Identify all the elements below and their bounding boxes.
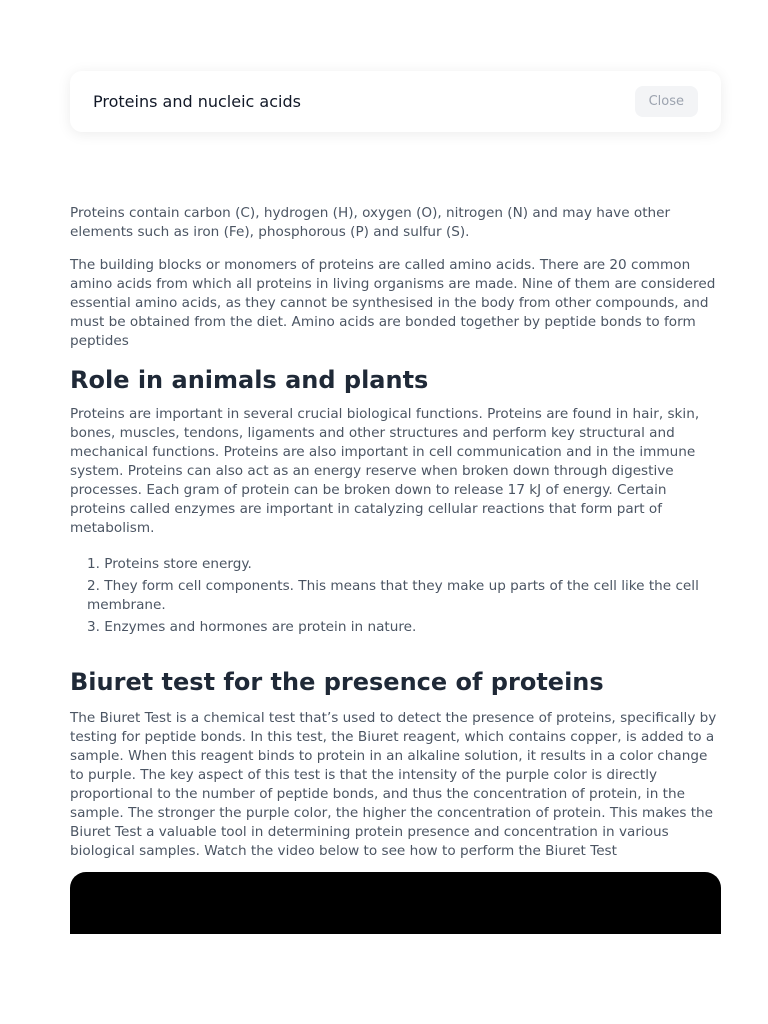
paragraph-role: Proteins are important in several crucial biological functions. Proteins are found in hair, skin, bones, muscles, tendons, ligaments and other structures and perform key structural and mechanical functions. Proteins are also important in cell communication and in the immune system. Proteins can also act as an energy reserve when broken down through digestive processes. Each gram of protein can be broken down to release 17 kJ of energy. Certain proteins called enzymes are important in catalyzing cellular reactions that form part of metabolism. [70, 406, 700, 536]
roles-list [70, 555, 722, 637]
paragraph-amino-acids: The building blocks or monomers of proteins are called amino acids. There are 20 common amino acids from which all proteins in living organisms are made. Nine of them are considered essential amino acids, as they cannot be synthesised in the body from other compounds, and must be obtained from the diet. Amino acids are bonded together by peptide bonds to form peptides [70, 257, 716, 349]
list-item: 1. Proteins store energy. [87, 556, 252, 572]
close-button[interactable]: Close [635, 86, 698, 117]
paragraph-elements: Proteins contain carbon (C), hydrogen (H), oxygen (O), nitrogen (N) and may have other elements such as iron (Fe), phosphorous (P) and sulfur (S). [70, 205, 671, 240]
paragraph-biuret: The Biuret Test is a chemical test that’s used to detect the presence of proteins, specifically by testing for peptide bonds. In this test, the Biuret reagent, which contains copper, is added to a sample. When this reagent binds to protein in an alkaline solution, it results in a color change to purple. The key aspect of this test is that the intensity of the purple color is directly proportional to the number of peptide bonds, and thus the concentration of protein, in the sample. The stronger the purple color, the higher the concentration of protein. This makes the Biuret Test a valuable tool in determining protein presence and concentration in various biological samples. Watch the video below to see how to perform the Biuret Test [70, 710, 717, 859]
modal-header [70, 71, 721, 132]
article-body [70, 204, 722, 861]
page-title: Proteins and nucleic acids [93, 92, 301, 111]
heading-role: Role in animals and plants [70, 366, 429, 394]
list-item: 2. They form cell components. This means that they make up parts of the cell like the cell membrane. [87, 578, 699, 613]
video-player[interactable] [70, 872, 721, 934]
heading-biuret: Biuret test for the presence of proteins [70, 668, 604, 696]
list-item: 3. Enzymes and hormones are protein in nature. [87, 619, 417, 635]
